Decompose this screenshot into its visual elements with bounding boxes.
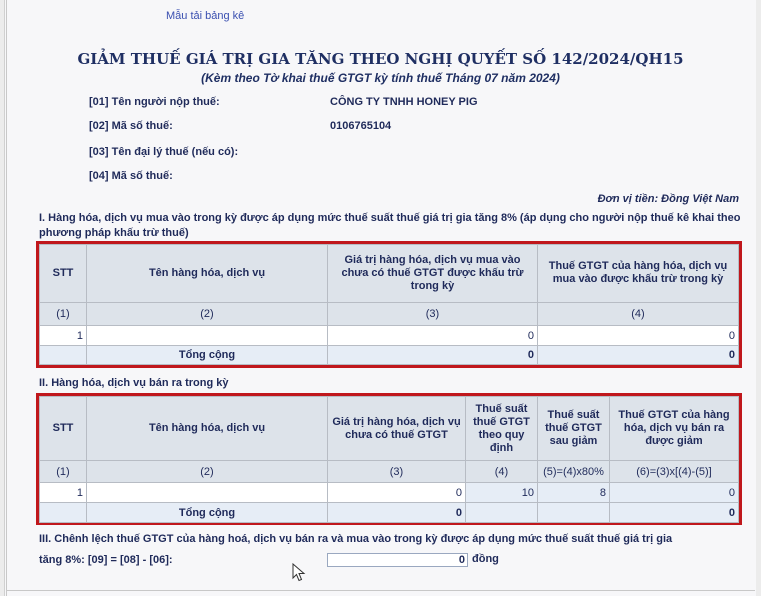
row-tax-input[interactable]: 0 <box>538 325 739 346</box>
col-number: (5)=(4)x80% <box>538 461 610 483</box>
column-number-row <box>40 461 739 483</box>
row-name-input[interactable] <box>87 483 328 503</box>
section3-heading-line2: tăng 8%: [09] = [08] - [06]: <box>39 554 173 566</box>
total-row <box>40 503 739 523</box>
col-number: (2) <box>87 302 328 325</box>
section1-table-box <box>36 241 742 368</box>
table-row <box>40 483 739 503</box>
row-stt: 1 <box>40 325 87 346</box>
section2-table <box>39 396 739 523</box>
row-value-input[interactable]: 0 <box>328 325 538 346</box>
col-header-reduced-rate: Thuế suất thuế GTGT sau giảm <box>538 397 610 461</box>
section1-heading: I. Hàng hóa, dịch vụ mua vào trong kỳ được áp dụng mức thuế suất thuế giá trị gia tăng 8% (áp dụng cho người nộp thuế kê khai theo phương pháp khấu trừ thuế) <box>39 212 741 239</box>
page-bottom-border <box>6 590 755 591</box>
difference-unit: đồng <box>472 553 499 565</box>
download-template-link[interactable]: Mẫu tải bảng kê <box>166 10 245 22</box>
col-header-tax: Thuế GTGT của hàng hóa, dịch vụ mua vào được khấu trừ trong kỳ <box>538 245 739 303</box>
total-empty-cell <box>466 503 538 523</box>
taxcode-value: 0106765104 <box>330 120 392 132</box>
total-empty-cell <box>40 503 87 523</box>
col-header-value: Giá trị hàng hóa, dịch vụ mua vào chưa có thuế GTGT được khấu trừ trong kỳ <box>328 245 538 303</box>
total-tax: 0 <box>538 346 739 365</box>
section2-table-box <box>36 393 742 525</box>
total-value: 0 <box>328 503 466 523</box>
col-number: (1) <box>40 461 87 483</box>
taxcode-label: [02] Mã số thuế: <box>89 120 173 132</box>
row-tax: 0 <box>610 483 739 503</box>
col-header-rate: Thuế suất thuế GTGT theo quy định <box>466 397 538 461</box>
total-row <box>40 346 739 365</box>
col-number: (3) <box>328 302 538 325</box>
col-header-value: Giá trị hàng hóa, dịch vụ chưa có thuế GTGT <box>328 397 466 461</box>
table-row <box>40 325 739 346</box>
column-number-row <box>40 302 739 325</box>
col-number: (2) <box>87 461 328 483</box>
section2-heading: II. Hàng hóa, dịch vụ bán ra trong kỳ <box>39 377 229 389</box>
agent-label: [03] Tên đại lý thuế (nếu có): <box>89 146 239 158</box>
agent-code-label: [04] Mã số thuế: <box>89 170 173 182</box>
table-header-row <box>40 397 739 461</box>
col-header-name: Tên hàng hóa, dịch vụ <box>87 245 328 303</box>
page-subtitle: (Kèm theo Tờ khai thuế GTGT kỳ tính thuế Tháng 07 năm 2024) <box>201 71 560 85</box>
col-number: (4) <box>538 302 739 325</box>
mouse-cursor-icon <box>292 563 306 588</box>
total-empty-cell <box>40 346 87 365</box>
total-label: Tổng cộng <box>87 503 328 523</box>
row-rate[interactable]: 10 <box>466 483 538 503</box>
total-tax: 0 <box>610 503 739 523</box>
total-value: 0 <box>328 346 538 365</box>
page-border <box>6 0 7 596</box>
col-header-name: Tên hàng hóa, dịch vụ <box>87 397 328 461</box>
total-label: Tổng cộng <box>87 346 328 365</box>
col-header-stt: STT <box>40 397 87 461</box>
section1-table <box>39 244 739 365</box>
col-number: (1) <box>40 302 87 325</box>
taxpayer-label: [01] Tên người nộp thuế: <box>89 96 220 108</box>
col-number: (6)=(3)x[(4)-(5)] <box>610 461 739 483</box>
taxpayer-value: CÔNG TY TNHH HONEY PIG <box>330 96 478 108</box>
section3-heading-line1: III. Chênh lệch thuế GTGT của hàng hoá, dịch vụ bán ra và mua vào trong kỳ được áp dụng mức thuế suất thuế giá trị gia <box>39 533 673 545</box>
col-number: (3) <box>328 461 466 483</box>
table-header-row <box>40 245 739 303</box>
currency-unit: Đơn vị tiền: Đồng Việt Nam <box>597 193 739 205</box>
col-header-tax: Thuế GTGT của hàng hóa, dịch vụ bán ra được giảm <box>610 397 739 461</box>
difference-value-field: 0 <box>327 553 468 567</box>
row-value-input[interactable]: 0 <box>328 483 466 503</box>
row-reduced-rate: 8 <box>538 483 610 503</box>
row-name-input[interactable] <box>87 325 328 346</box>
total-empty-cell <box>538 503 610 523</box>
col-number: (4) <box>466 461 538 483</box>
col-header-stt: STT <box>40 245 87 303</box>
row-stt: 1 <box>40 483 87 503</box>
page-title: GIẢM THUẾ GIÁ TRỊ GIA TĂNG THEO NGHỊ QUYẾT SỐ 142/2024/QH15 <box>77 50 684 68</box>
